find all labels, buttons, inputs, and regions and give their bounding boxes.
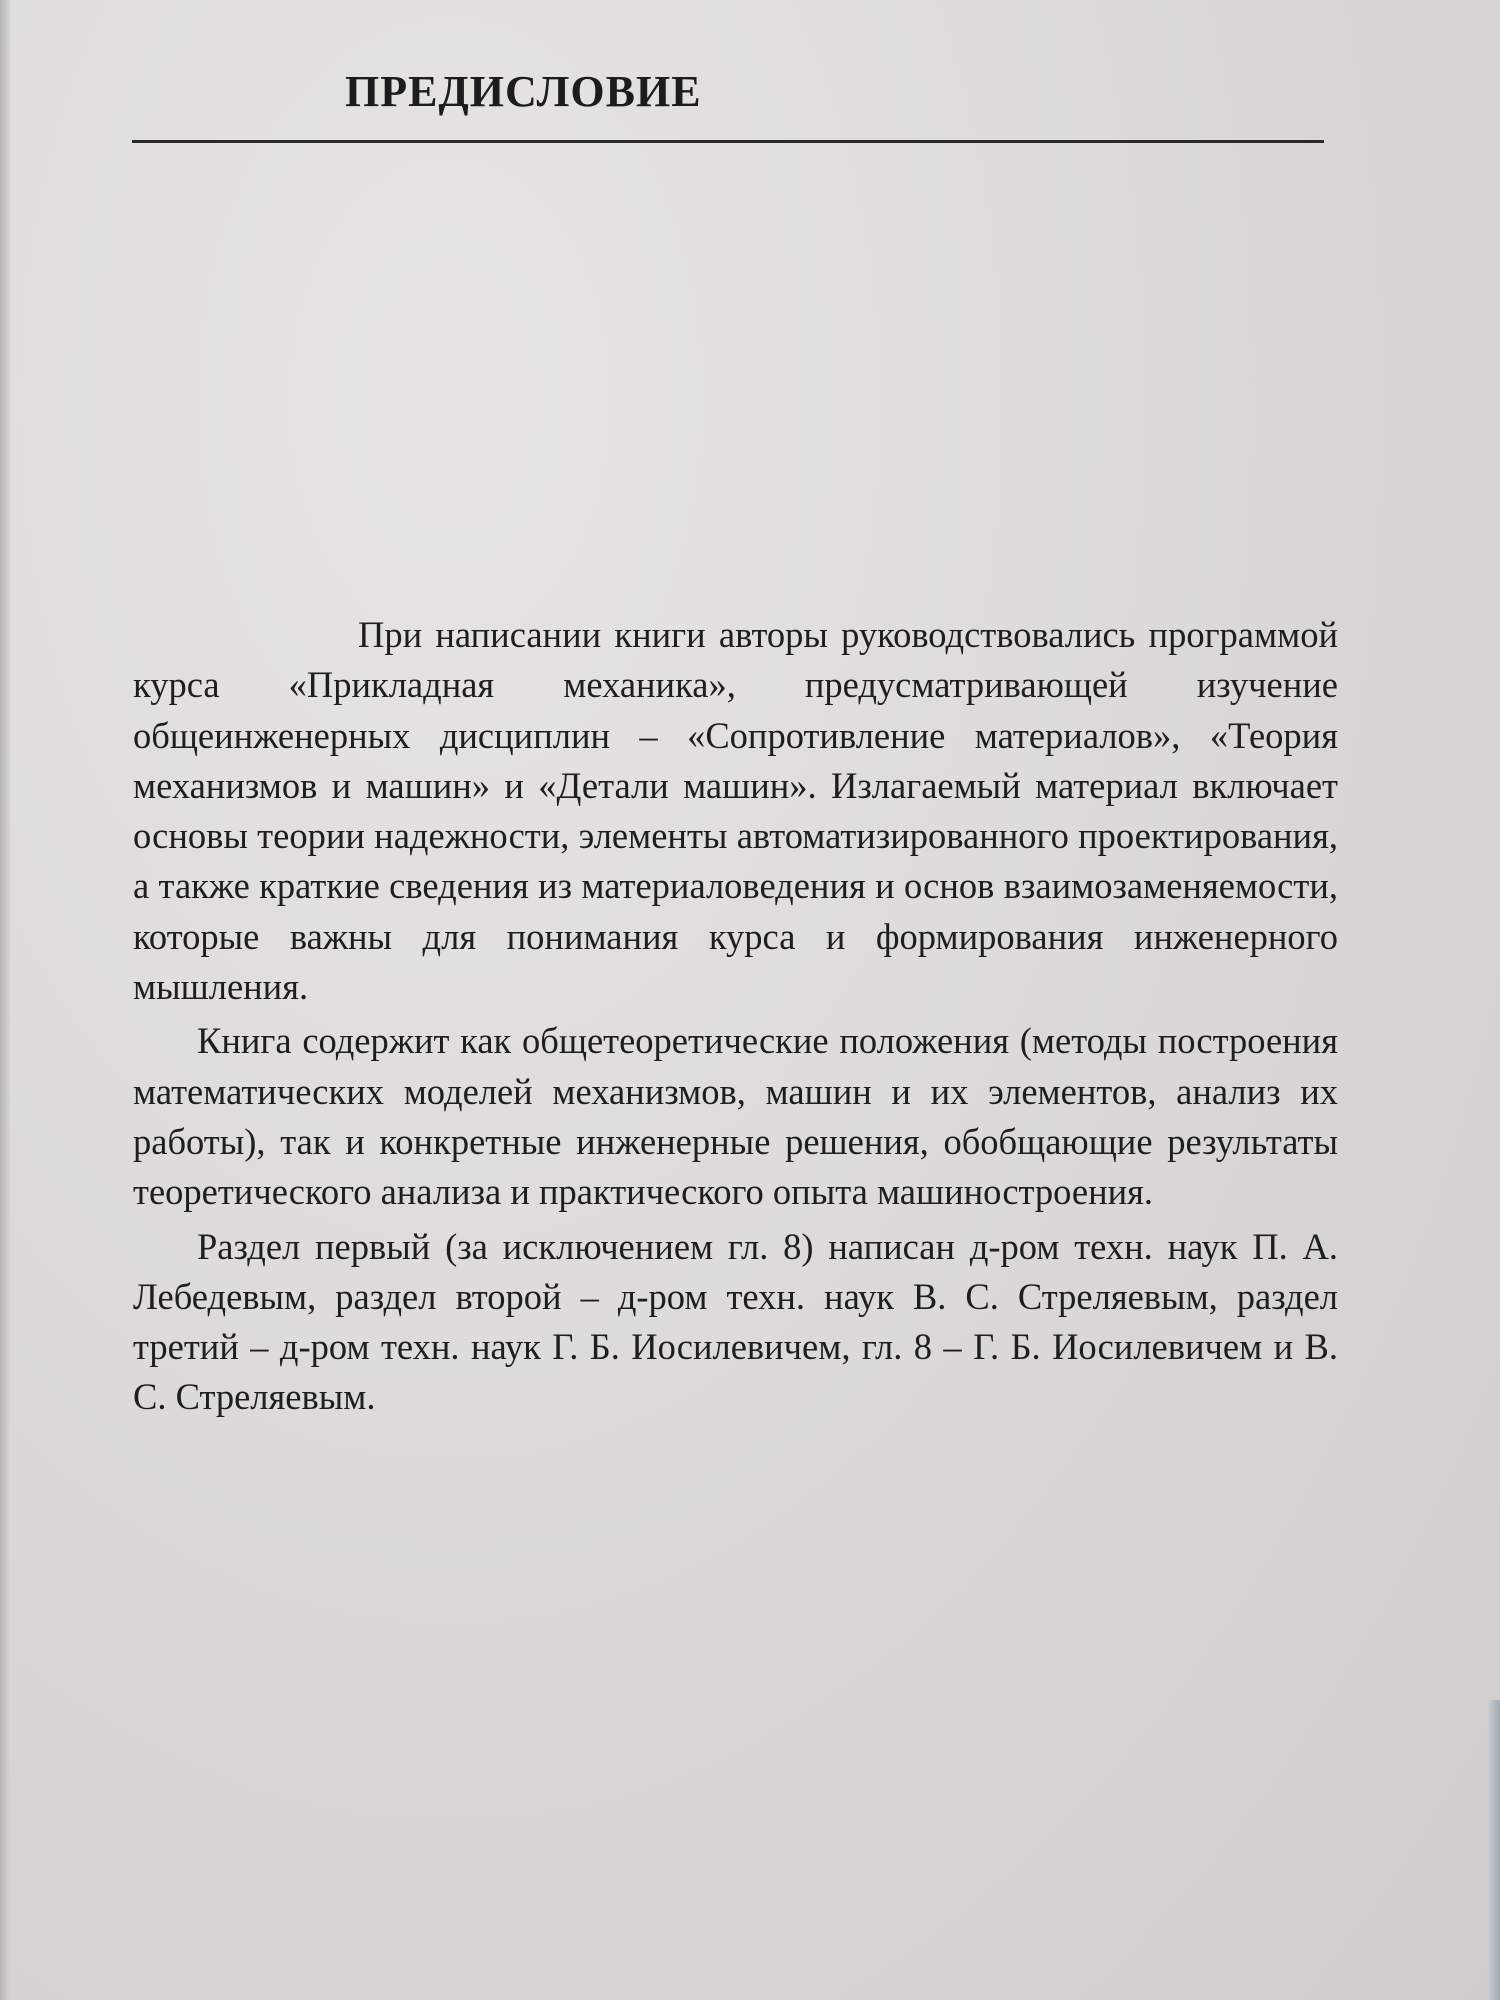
title-underline-divider — [132, 140, 1324, 143]
preface-body — [133, 610, 1338, 1427]
page-title: ПРЕДИСЛОВИЕ — [345, 67, 702, 116]
page-right-edge — [1488, 1700, 1500, 2000]
paragraph-1: При написании книги авторы руководствовались программой курса «Прикладная механика», предусматривающей изучение общеинженерных дисциплин – «Сопротивление материалов», «Теория механизмов и машин» и «Детали машин». Излагаемый материал включает основы теории надежности, элементы автоматизированного проектирования, а также краткие сведения из материаловедения и основ взаимозаменяемости, которые важны для понимания курса и формирования инженерного мышления. — [133, 614, 1338, 1008]
page-left-edge — [0, 0, 10, 2000]
paragraph-3: Раздел первый (за исключением гл. 8) написан д-ром техн. наук П. А. Лебедевым, раздел второй – д-ром техн. наук В. С. Стреляевым, раздел третий – д-ром техн. наук Г. Б. Иосилевичем, гл. 8 – Г. Б. Иосилевичем и В. С. Стреляевым. — [133, 1225, 1338, 1418]
paragraph-2: Книга содержит как общетеоретические положения (методы построения математических моделей механизмов, машин и их элементов, анализ их работы), так и конкретные инженерные решения, обобщающие результаты теоретического анализа и практического опыта машиностроения. — [133, 1020, 1338, 1213]
